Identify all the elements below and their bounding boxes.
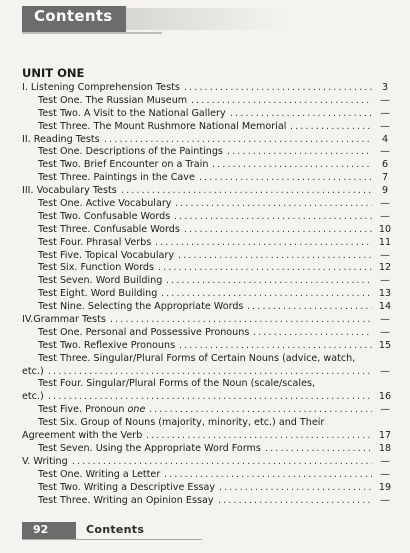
toc-entry-text: Test Two. Brief Encounter on a Train (38, 159, 209, 171)
toc-page-number: 6 (381, 159, 389, 171)
toc-entry-text: Test One. Writing a Letter (38, 468, 161, 480)
toc-entry (22, 95, 394, 108)
dot-leader (161, 288, 372, 301)
toc-entry (22, 430, 394, 443)
toc-entry (22, 82, 394, 95)
toc-entry-text: Test One. Active Vocabulary (38, 198, 172, 210)
dot-leader (175, 198, 372, 211)
toc-page-number: 18 (378, 442, 392, 454)
toc-page-number: 14 (378, 301, 392, 313)
dot-leader (166, 275, 372, 288)
toc-entry (22, 108, 394, 121)
dot-leader (199, 172, 372, 185)
toc-page-number: — (380, 468, 390, 480)
toc-page-number: — (380, 210, 390, 222)
toc-entry-text: Test Seven. Word Building (38, 275, 163, 287)
toc-page-number: 15 (378, 339, 392, 351)
toc-entry-text: Test Six. Group of Nouns (majority, minority, etc.) and Their (38, 417, 325, 429)
dot-leader (265, 443, 372, 456)
toc-entry (22, 353, 394, 366)
dot-leader (48, 391, 372, 404)
toc-entry (22, 417, 394, 430)
toc-entry-text: II. Reading Tests (22, 133, 100, 145)
toc-entry-text: etc.) (22, 365, 44, 377)
toc-entry (22, 469, 394, 482)
toc-entry (22, 327, 394, 340)
toc-page-number: — (380, 120, 390, 132)
footer-rule (22, 539, 202, 540)
dot-leader (290, 121, 372, 134)
toc-entry-text: Test Four. Singular/Plural Forms of the Noun (scale/scales, (38, 378, 316, 390)
toc-entry-text: Test Three. Paintings in the Cave (38, 172, 195, 184)
toc-page-number: 7 (381, 172, 389, 184)
toc-entry (22, 211, 394, 224)
dot-leader (184, 224, 372, 237)
toc-entry-text: Test Four. Phrasal Verbs (38, 236, 152, 248)
toc-page-number: 19 (378, 481, 392, 493)
toc-page-number: 9 (381, 185, 389, 197)
toc-entry-text: Test Eight. Word Building (38, 288, 158, 300)
toc-entry (22, 314, 394, 327)
dot-leader (149, 404, 372, 417)
dot-leader (72, 456, 372, 469)
toc-entry-text: Test Three. Confusable Words (38, 223, 180, 235)
dot-leader (110, 314, 372, 327)
toc-entry (22, 159, 394, 172)
dot-leader (212, 159, 372, 172)
toc-entry (22, 146, 394, 159)
italic-word: one (127, 404, 146, 416)
toc-page-number: 4 (381, 133, 389, 145)
toc-entry (22, 224, 394, 237)
footer-title: Contents (86, 523, 145, 536)
toc-entry-text: III. Vocabulary Tests (22, 185, 117, 197)
toc-page-number: — (380, 494, 390, 506)
toc-entry-text: Test Nine. Selecting the Appropriate Words (38, 301, 244, 313)
toc-entry-text: I. Listening Comprehension Tests (22, 82, 180, 93)
dot-leader (178, 250, 372, 263)
dot-leader (219, 482, 372, 495)
toc-entry (22, 443, 394, 456)
toc-entry (22, 172, 394, 185)
toc-entry (22, 482, 394, 495)
dot-leader (191, 95, 372, 108)
toc-entry-text: Test One. The Russian Museum (38, 94, 188, 106)
toc-entry-text: Test One. Personal and Possessive Pronouns (38, 326, 250, 338)
toc-entry-text: Test Two. Confusable Words (38, 210, 171, 222)
footer-band (22, 522, 76, 539)
toc-entry-text: V. Writing (22, 455, 68, 467)
dot-leader (230, 108, 372, 121)
page-title: Contents (34, 7, 113, 25)
toc-entry-text: Test Two. A Visit to the National Gallery (38, 107, 226, 119)
toc-entry (22, 275, 394, 288)
toc-entry (22, 198, 394, 211)
dot-leader (184, 82, 372, 95)
toc-page-number: — (380, 326, 390, 338)
toc-entry (22, 495, 394, 508)
toc-entry-text: IV.Grammar Tests (22, 314, 106, 326)
toc-entry (22, 121, 394, 134)
unit-heading: UNIT ONE (22, 66, 85, 80)
toc-page-number: — (380, 146, 390, 158)
toc-entry (22, 340, 394, 353)
dot-leader (247, 301, 372, 314)
dot-leader (158, 262, 372, 275)
toc-entry-text: Test Three. The Mount Rushmore National Memorial (38, 120, 287, 132)
toc-entry (22, 301, 394, 314)
toc-page-number: — (380, 365, 390, 377)
toc-entry-text: Test Five. Pronoun one (38, 404, 146, 416)
toc-page-number: — (380, 275, 390, 287)
toc-page-number: 17 (378, 430, 392, 442)
dot-leader (179, 340, 372, 353)
toc-entry (22, 237, 394, 250)
dot-leader (253, 327, 372, 340)
toc-entry-text: Test Six. Function Words (38, 262, 154, 274)
toc-entry (22, 250, 394, 263)
toc-page-number: — (380, 94, 390, 106)
toc-page-number: 3 (381, 82, 389, 93)
toc-entry-text: Test Seven. Using the Appropriate Word Forms (38, 442, 261, 454)
dot-leader (146, 430, 372, 443)
header-fade (126, 8, 286, 30)
toc-entry (22, 456, 394, 469)
dot-leader (218, 495, 372, 508)
toc-entry (22, 366, 394, 379)
header-rule (22, 32, 162, 34)
table-of-contents (22, 82, 394, 507)
toc-page-number: 13 (378, 288, 392, 300)
toc-entry-text: Agreement with the Verb (22, 430, 143, 442)
toc-entry-text: Test One. Descriptions of the Paintings (38, 146, 223, 158)
toc-page-number: 10 (378, 223, 392, 235)
toc-entry (22, 391, 394, 404)
toc-page-number: 11 (378, 236, 392, 248)
dot-leader (227, 146, 372, 159)
dot-leader (174, 211, 372, 224)
toc-entry (22, 404, 394, 417)
toc-entry (22, 134, 394, 147)
dot-leader (164, 469, 372, 482)
toc-page-number: — (380, 455, 390, 467)
dot-leader (121, 185, 372, 198)
dot-leader (104, 134, 372, 147)
toc-page-number: 12 (378, 262, 392, 274)
dot-leader (48, 366, 372, 379)
toc-entry-text: Test Two. Writing a Descriptive Essay (38, 481, 216, 493)
toc-page-number: — (380, 107, 390, 119)
toc-entry-text: Test Five. Topical Vocabulary (38, 249, 175, 261)
toc-entry (22, 288, 394, 301)
toc-entry (22, 262, 394, 275)
toc-entry-text: Test Three. Singular/Plural Forms of Certain Nouns (advice, watch, (38, 352, 356, 364)
dot-leader (155, 237, 372, 250)
toc-page-number: — (380, 249, 390, 261)
toc-page-number: — (380, 404, 390, 416)
toc-entry (22, 378, 394, 391)
toc-entry (22, 185, 394, 198)
page-number: 92 (33, 523, 49, 536)
toc-entry-text: etc.) (22, 391, 44, 403)
toc-page-number: 16 (378, 391, 392, 403)
toc-page-number: — (380, 198, 390, 210)
toc-page-number: — (380, 314, 390, 326)
toc-entry-text: Test Three. Writing an Opinion Essay (38, 494, 214, 506)
toc-entry-text: Test Two. Reflexive Pronouns (38, 339, 176, 351)
